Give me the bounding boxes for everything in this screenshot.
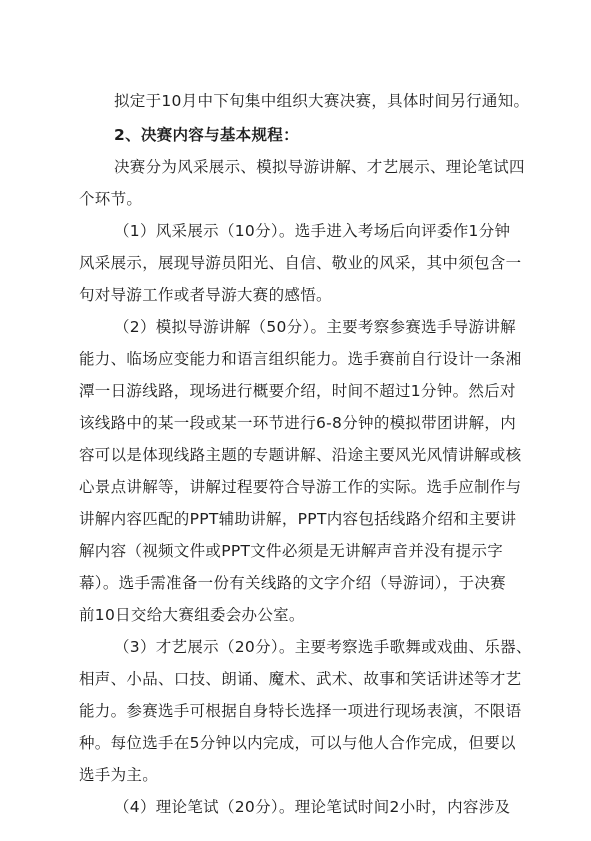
text-line: 选手为主。 [79,766,159,784]
text-line: （2）模拟导游讲解（50分）。主要考察参赛选手导游讲解 [114,318,516,336]
text-line: 幕）。选手需准备一份有关线路的文字介绍（导游词），于决赛 [79,574,506,592]
text-line: 个环节。 [79,190,143,208]
text-line: 决赛分为风采展示、模拟导游讲解、才艺展示、理论笔试四 [114,158,525,176]
text-line: 种。每位选手在5分钟以内完成，可以与他人合作完成，但要以 [79,734,516,752]
text-line: （4）理论笔试（20分）。理论笔试时间2小时，内容涉及 [114,798,511,816]
section-heading: 2、决赛内容与基本规程： [114,126,299,144]
text-line: 潭一日游线路，现场进行概要介绍，时间不超过1分钟。然后对 [79,382,516,400]
text-line: 讲解内容匹配的PPT辅助讲解，PPT内容包括线路介绍和主要讲 [79,510,517,528]
text-line: 相声、小品、口技、朗诵、魔术、武术、故事和笑话讲述等才艺 [79,670,522,688]
text-line: 能力、临场应变能力和语言组织能力。选手赛前自行设计一条湘 [79,350,522,368]
text-line: （1）风采展示（10分）。选手进入考场后向评委作1分钟 [114,222,511,240]
text-line: 容可以是体现线路主题的专题讲解、沿途主要风光风情讲解或核 [79,446,522,464]
text-line: 风采展示，展现导游员阳光、自信、敬业的风采，其中须包含一 [79,254,522,272]
text-line: 句对导游工作或者导游大赛的感悟。 [79,286,332,304]
text-line: 心景点讲解等，讲解过程要符合导游工作的实际。选手应制作与 [79,478,522,496]
text-line: 拟定于10月中下旬集中组织大赛决赛，具体时间另行通知。 [114,92,530,110]
text-line: 能力。参赛选手可根据自身特长选择一项进行现场表演，不限语 [79,702,522,720]
text-line: 解内容（视频文件或PPT文件必须是无讲解声音并没有提示字 [79,542,504,560]
text-line: 该线路中的某一段或某一环节进行6-8分钟的模拟带团讲解，内 [79,414,517,432]
text-line: （3）才艺展示（20分）。主要考察选手歌舞或戏曲、乐器、 [114,638,532,656]
text-line: 前10日交给大赛组委会办公室。 [79,606,305,624]
